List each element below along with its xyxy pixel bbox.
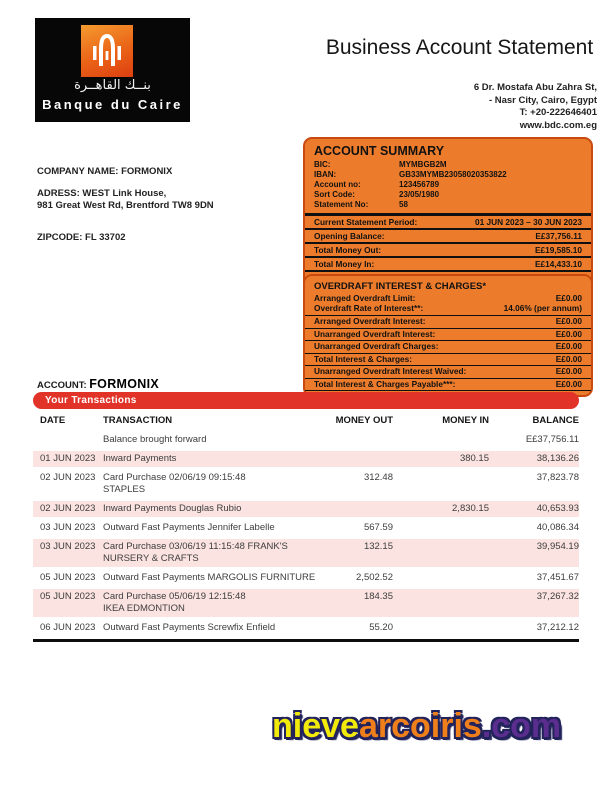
balance-cell: 37,267.32: [536, 591, 579, 602]
field-label: Statement No:: [314, 200, 369, 209]
date-cell: 01 JUN 2023: [40, 453, 96, 464]
transaction-desc-line2: IKEA EDMONTION: [103, 603, 185, 614]
account-summary-row: [305, 216, 591, 230]
row-value: E£19,585.10: [534, 245, 582, 255]
account-summary-row: [305, 230, 591, 244]
field-label: Account no:: [314, 180, 361, 189]
overdraft-row: [305, 340, 591, 353]
account-summary-title: ACCOUNT SUMMARY: [314, 144, 445, 158]
row-value: E£0.00: [555, 353, 582, 364]
balance-cell: 39,954.19: [536, 541, 579, 552]
field-label: IBAN:: [314, 170, 337, 179]
transaction-desc: Card Purchase 05/06/19 12:15:48: [103, 591, 246, 602]
account-line: [37, 377, 159, 391]
bank-name-arabic: بنــك القاهــرة: [74, 78, 151, 93]
balance-cell: 38,136.26: [536, 453, 579, 464]
transactions-table: [33, 415, 579, 642]
transaction-cell: [103, 572, 321, 584]
row-value: E£0.00: [555, 378, 582, 389]
date-cell: 05 JUN 2023: [40, 591, 96, 602]
bank-address-line: 6 Dr. Mostafa Abu Zahra St,: [473, 82, 597, 93]
company-address-line-1: ADRESS: WEST Link House,: [37, 188, 167, 199]
table-bottom-border: [33, 639, 579, 642]
date-cell: 02 JUN 2023: [40, 472, 96, 483]
balance-cell: 37,823.78: [536, 472, 579, 483]
field-value: 123456789: [399, 180, 440, 189]
transaction-cell: [103, 541, 321, 565]
overdraft-row: [305, 353, 591, 366]
bank-address-line: - Nasr City, Cairo, Egypt: [488, 94, 597, 106]
money-in-cell: 380.15: [459, 453, 489, 464]
transaction-desc: Inward Payments: [103, 453, 177, 464]
transaction-cell: [103, 591, 321, 615]
table-row: [33, 520, 579, 536]
overdraft-row: [305, 315, 591, 328]
money-out-cell: 132.15: [363, 541, 393, 552]
header-money-in: MONEY IN: [442, 415, 489, 426]
bank-logo: [35, 18, 190, 122]
transaction-cell: [103, 453, 321, 465]
table-row: [33, 539, 579, 567]
row-label: Arranged Overdraft Interest:: [314, 316, 426, 326]
company-name-line: COMPANY NAME: FORMONIX: [37, 166, 173, 177]
field-value: GB33MYMB23058020353822: [399, 170, 507, 179]
overdraft-row: [305, 365, 591, 378]
date-cell: 02 JUN 2023: [40, 503, 96, 514]
overdraft-row: [305, 328, 591, 341]
row-value: E£0.00: [555, 341, 582, 351]
overdraft-row: [305, 378, 591, 392]
company-zipcode-line: ZIPCODE: FL 33702: [37, 232, 126, 243]
transactions-section-bar: Your Transactions: [33, 392, 579, 409]
transaction-desc: Outward Fast Payments Jennifer Labelle: [103, 522, 275, 533]
balance-cell: 40,086.34: [536, 522, 579, 533]
overdraft-title: OVERDRAFT INTEREST & CHARGES*: [314, 281, 487, 292]
bank-name-latin: Banque du Caire: [42, 97, 183, 112]
table-header: [33, 415, 579, 432]
row-label: Total Money Out:: [314, 245, 382, 255]
table-row: [33, 470, 579, 498]
row-label: Unarranged Overdraft Charges:: [314, 341, 439, 351]
overdraft-row: [305, 293, 591, 303]
money-out-cell: 312.48: [363, 472, 393, 483]
money-out-cell: 567.59: [363, 522, 393, 533]
transaction-cell: [103, 503, 321, 515]
row-value: E£0.00: [555, 328, 582, 339]
row-label: Total Interest & Charges:: [314, 353, 413, 364]
header-money-out: MONEY OUT: [335, 415, 393, 426]
balance-cell: 40,653.93: [536, 503, 579, 514]
row-value: E£0.00: [555, 293, 582, 303]
account-summary-field: [305, 200, 591, 210]
date-cell: 05 JUN 2023: [40, 572, 96, 583]
transaction-desc: Outward Fast Payments Screwfix Enfield: [103, 622, 276, 633]
row-label: Unarranged Overdraft Interest Waived:: [314, 366, 467, 376]
transaction-cell: [103, 434, 321, 446]
account-summary-row: [305, 258, 591, 272]
row-label: Total Money In:: [314, 259, 375, 269]
table-row: [33, 501, 579, 517]
money-out-cell: 55.20: [369, 622, 393, 633]
row-value: E£37,756.11: [535, 231, 582, 241]
account-name: FORMONIX: [89, 377, 160, 391]
row-value: E£0.00: [555, 366, 582, 376]
row-label: Total Interest & Charges Payable***:: [314, 378, 456, 389]
row-label: Overdraft Rate of Interest**:: [314, 303, 424, 313]
watermark-part-1: nieve: [272, 707, 359, 745]
balance-cell: E£37,756.11: [525, 434, 579, 445]
field-label: Sort Code:: [314, 190, 355, 199]
row-label: Opening Balance:: [314, 231, 385, 241]
transaction-desc-line2: NURSERY & CRAFTS: [103, 553, 199, 564]
field-value: MYMBGB2M: [399, 160, 447, 169]
transaction-cell: [103, 622, 321, 634]
account-summary-field: [305, 170, 591, 180]
balance-cell: 37,451.67: [536, 572, 579, 583]
account-summary-field: [305, 190, 591, 200]
table-row: [33, 620, 579, 636]
account-label: ACCOUNT:: [37, 380, 87, 391]
transaction-desc-line2: STAPLES: [103, 484, 146, 495]
table-row: [33, 432, 579, 448]
transaction-cell: [103, 522, 321, 534]
row-value: E£14,433.10: [534, 259, 582, 269]
row-label: Unarranged Overdraft Interest:: [314, 328, 436, 339]
row-value: 01 JUN 2023 – 30 JUN 2023: [474, 217, 582, 227]
overdraft-row: [305, 303, 591, 313]
account-summary-box: [303, 137, 593, 292]
account-summary-field: [305, 180, 591, 190]
balance-cell: 37,212.12: [536, 622, 579, 633]
row-label: Arranged Overdraft Limit:: [314, 293, 416, 303]
field-value: 23/05/1980: [399, 190, 440, 199]
account-summary-row: [305, 244, 591, 258]
account-summary-field: [305, 160, 591, 170]
transaction-cell: [103, 472, 321, 496]
transaction-desc: Inward Payments Douglas Rubio: [103, 503, 242, 514]
statement-title: Business Account Statement: [325, 36, 594, 59]
bank-address-line: www.bdc.com.eg: [519, 119, 597, 131]
money-out-cell: 2,502.52: [356, 572, 393, 583]
row-value: E£0.00: [555, 316, 582, 326]
transaction-desc: Outward Fast Payments MARGOLIS FURNITURE: [103, 572, 316, 583]
header-transaction: TRANSACTION: [103, 415, 173, 426]
watermark-part-3: .com: [481, 707, 562, 745]
transaction-desc: Card Purchase 03/06/19 11:15:48 FRANK'S: [103, 541, 288, 552]
watermark: [272, 707, 561, 746]
watermark-part-2: arcoiris: [358, 707, 482, 745]
overdraft-box: [303, 274, 593, 397]
company-address-line-2: 981 Great West Rd, Brentford TW8 9DN: [37, 200, 214, 211]
row-value: 14.06% (per annum): [503, 303, 582, 313]
date-cell: 06 JUN 2023: [40, 622, 96, 633]
table-row: [33, 451, 579, 467]
header-balance: BALANCE: [532, 415, 579, 426]
bank-address-line: T: +20-222646401: [519, 107, 597, 118]
table-row: [33, 570, 579, 586]
logo-square: [81, 25, 133, 77]
table-row: [33, 589, 579, 617]
date-cell: 03 JUN 2023: [40, 541, 96, 552]
transaction-desc: Card Purchase 02/06/19 09:15:48: [103, 472, 246, 483]
field-label: BIC:: [314, 160, 331, 169]
money-in-cell: 2,830.15: [452, 503, 489, 514]
row-label: Current Statement Period:: [314, 217, 418, 227]
bank-address: [377, 82, 597, 132]
mosque-arch-icon: [81, 25, 133, 77]
money-out-cell: 184.35: [363, 591, 393, 602]
company-info: [37, 166, 214, 244]
header-date: DATE: [40, 415, 66, 426]
transaction-desc: Balance brought forward: [103, 434, 207, 445]
date-cell: 03 JUN 2023: [40, 522, 96, 533]
field-value: 58: [399, 200, 408, 209]
